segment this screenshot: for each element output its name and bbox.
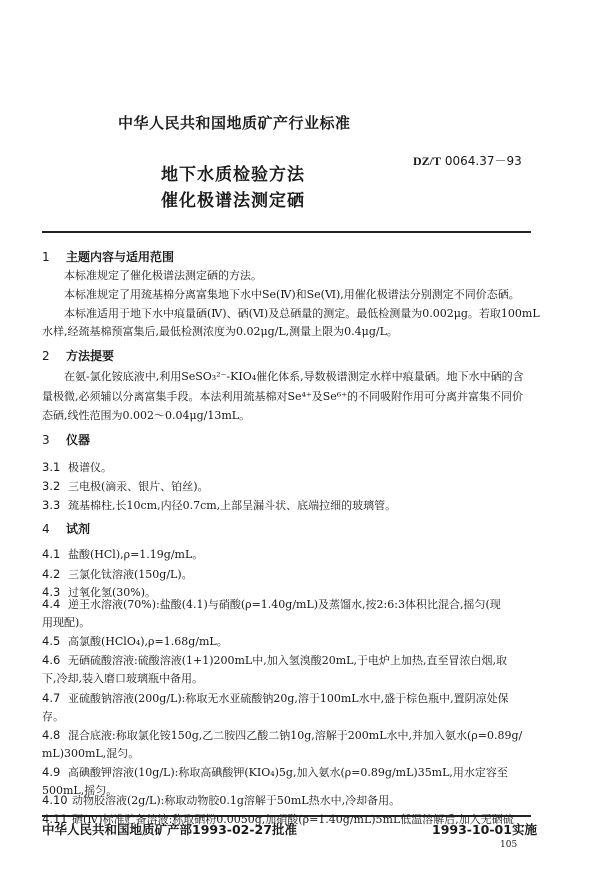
header-rule: [42, 231, 531, 233]
list-item: [42, 764, 508, 780]
paragraph: 本标准规定了催化极谱法测定硒的方法。: [64, 269, 262, 282]
section-title: 方法提要: [66, 349, 115, 363]
item-text: 无硒硫酸溶液:硫酸溶液(1+1)200mL中,加入氢溴酸20mL,于电炉上加热,直至冒浓白烟,取: [68, 654, 507, 667]
item-text: 混合底液:称取氯化铵150g,乙二胺四乙酸二钠10g,溶解于200mL水中,并加入氨水(ρ=0.89g/: [68, 729, 523, 742]
item-number: 4.2: [42, 567, 61, 581]
item-text: 过氧化氢(30%)。: [68, 586, 157, 599]
item-number: 3.2: [42, 479, 61, 493]
standard-code-number: 0064.37－93: [444, 154, 522, 168]
paragraph: 本标准规定了用巯基棉分离富集地下水中Se(Ⅳ)和Se(Ⅵ),用催化极谱法分别测定不同价态硒。: [64, 288, 520, 301]
item-text: 亚硫酸钠溶液(200g/L):称取无水亚硫酸钠20g,溶于100mL水中,盛于棕色瓶中,置阴凉处保: [68, 692, 509, 705]
item-text: 三电极(滴汞、银片、铂丝)。: [68, 480, 209, 493]
item-text: 逆王水溶液(70%):盐酸(4.1)与硝酸(ρ=1.40g/mL)及蒸馏水,按2:6:3体积比混合,摇匀(现: [68, 598, 501, 611]
section-number: 3: [42, 433, 50, 447]
list-item: [42, 727, 522, 743]
item-text: 高氯酸(HClO₄),ρ=1.68g/mL。: [68, 635, 228, 648]
list-item: [42, 690, 509, 706]
item-continuation: mL)300mL,混匀。: [42, 747, 140, 760]
section-number: 2: [42, 349, 50, 363]
section-title: 试剂: [66, 522, 91, 536]
paragraph-continuation: 量极微,必须辅以分离富集手段。本法利用巯基棉对Se⁴⁺及Se⁶⁺的不同吸附作用可分离并富集不同价: [42, 390, 524, 403]
section-3-heading: [42, 431, 90, 448]
item-continuation: 用现配)。: [42, 616, 91, 629]
item-text: 盐酸(HCl),ρ=1.19g/mL。: [68, 548, 204, 561]
item-number: 3.1: [42, 460, 61, 474]
section-1-heading: [42, 248, 174, 265]
paragraph: 在氨-氯化铵底液中,利用SeSO₃²⁻-KIO₄催化体系,导数极谱测定水样中痕量硒。地下水中硒的含: [64, 370, 524, 383]
list-item: [42, 596, 501, 612]
approval-date: 中华人民共和国地质矿产部1993-02-27批准: [42, 822, 297, 837]
document-title-line2: 催化极谱法测定硒: [161, 191, 305, 211]
section-number: 4: [42, 522, 50, 536]
list-item: [42, 566, 193, 582]
item-number: 4.7: [42, 691, 61, 705]
list-item: [42, 478, 209, 494]
paragraph-continuation: 水样,经巯基棉预富集后,最低检测浓度为0.02μg/L,测量上限为0.4μg/L。: [42, 325, 398, 338]
item-text: 三氯化钛溶液(150g/L)。: [68, 568, 193, 581]
page-number: 105: [500, 840, 518, 850]
item-text: 极谱仪。: [68, 461, 112, 474]
item-number: 4.8: [42, 728, 61, 742]
list-item: [42, 652, 507, 668]
issuing-organization: 中华人民共和国地质矿产行业标准: [118, 114, 351, 132]
list-item: [42, 792, 400, 808]
item-number: 4.3: [42, 585, 61, 599]
item-continuation: 存。: [42, 710, 64, 723]
item-text: 巯基棉柱,长10cm,内径0.7cm,上部呈漏斗状、底端拉细的玻璃管。: [68, 499, 397, 512]
section-4-heading: [42, 520, 90, 537]
list-item: [42, 497, 396, 513]
implementation-date: 1993-10-01实施: [432, 822, 537, 837]
list-item: [42, 459, 112, 475]
item-text: 高碘酸钾溶液(10g/L):称取高碘酸钾(KIO₄)5g,加入氨水(ρ=0.89g/mL)35mL,用水定容至: [68, 766, 508, 779]
section-title: 仪器: [66, 433, 91, 447]
item-number: 3.3: [42, 498, 61, 512]
section-2-heading: [42, 347, 114, 364]
item-continuation: 下,冷却,装入磨口玻璃瓶中备用。: [42, 672, 203, 685]
list-item: [42, 811, 514, 827]
list-item: [42, 633, 228, 649]
item-number: 4.6: [42, 653, 61, 667]
item-number: 4.9: [42, 765, 61, 779]
item-number: 4.10: [42, 793, 68, 807]
item-number: 4.1: [42, 547, 61, 561]
paragraph-continuation: 态硒,线性范围为0.002～0.04μg/13mL。: [42, 409, 251, 422]
item-text: 动物胶溶液(2g/L):称取动物胶0.1g溶解于50mL热水中,冷却备用。: [72, 794, 401, 807]
standard-code-prefix: DZ/T: [413, 154, 442, 168]
item-number: 4.4: [42, 597, 61, 611]
item-number: 4.11: [42, 812, 68, 826]
item-continuation: 500mL,摇匀。: [42, 784, 118, 797]
section-number: 1: [42, 250, 50, 264]
item-number: 4.5: [42, 634, 61, 648]
list-item: [42, 546, 203, 562]
document-title-line1: 地下水质检验方法: [161, 165, 305, 185]
paragraph: 本标准适用于地下水中痕量硒(Ⅳ)、硒(Ⅵ)及总硒量的测定。最低检测量为0.002μg。若取100mL: [64, 307, 540, 320]
section-title: 主题内容与适用范围: [66, 250, 175, 264]
item-text: 硒(Ⅳ)标准贮备溶液:称取硒粉0.0050g,加硝酸(ρ=1.40g/mL)5mL低温溶解后,加入无硒硫: [72, 813, 514, 826]
standard-code: [413, 152, 522, 169]
